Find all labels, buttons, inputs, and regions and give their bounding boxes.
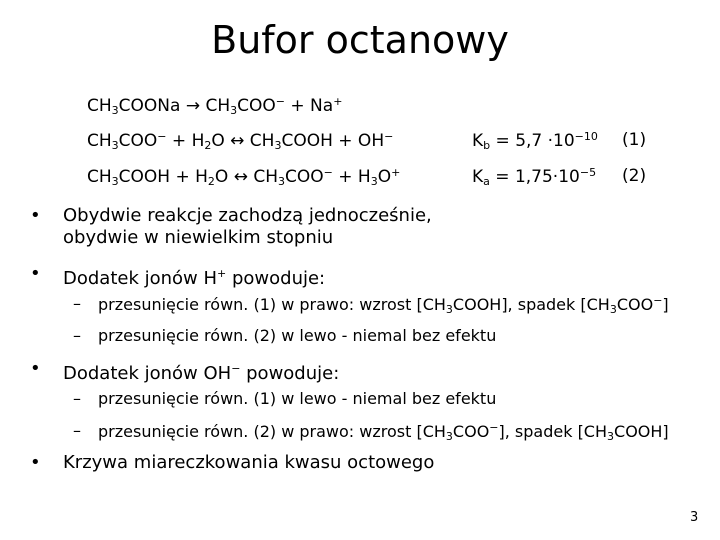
reaction-dissociation: $CH_3COONa \to CH_3COO^- + Na^+$ [87, 95, 343, 117]
ka-constant: $K_a = 1,75\cdot 10^{-5}$ [472, 166, 597, 188]
kb-constant: $K_b = 5,7 \cdot 10^{-10}$ [472, 130, 598, 152]
dash-icon: – [73, 421, 81, 440]
equilibrium-arrow-icon: ↔ [230, 131, 245, 151]
bullet-text-oh-addition: Dodatek jonów OH− powoduje: [63, 362, 340, 384]
bullet-text-titration-curve: Krzywa miareczkowania kwasu octowego [63, 452, 435, 473]
equation-number-1: (1) [622, 130, 647, 150]
bullet-icon: • [30, 205, 41, 226]
sub-item-shift-left-2: przesunięcie równ. (2) w lewo - niemal bez efektu [98, 326, 497, 345]
slide-title: Bufor octanowy [211, 18, 509, 62]
bullet-icon: • [30, 358, 41, 379]
bullet-text-h-addition: Dodatek jonów H+ powoduje: [63, 267, 326, 289]
dash-icon: – [73, 294, 81, 313]
bullet-text-simultaneous: Obydwie reakcje zachodzą jednocześnie, obydwie w niewielkim stopniu [63, 205, 432, 248]
page-number: 3 [690, 510, 699, 525]
bullet-icon: • [30, 452, 41, 473]
dash-icon: – [73, 389, 81, 408]
reaction-dissociation-acid: $CH_3COOH + H_2O$ ↔ $CH_3COO^- + H_3O^+$ [87, 166, 401, 188]
equation-number-2: (2) [622, 166, 647, 186]
right-arrow-icon: → [185, 96, 201, 116]
sub-item-shift-right-2: przesunięcie równ. (2) w prawo: wzrost $[CH_3COO^-]$, spadek $[CH_3COOH]$ [98, 421, 669, 443]
reaction-hydrolysis: $CH_3COO^- + H_2O$ ↔ $CH_3COOH + OH^-$ [87, 130, 394, 152]
dash-icon: – [73, 326, 81, 345]
equilibrium-arrow-icon: ↔ [233, 167, 248, 187]
bullet-icon: • [30, 263, 41, 284]
sub-item-shift-left-1: przesunięcie równ. (1) w lewo - niemal bez efektu [98, 389, 497, 408]
sub-item-shift-right-1: przesunięcie równ. (1) w prawo: wzrost $[CH_3COOH]$, spadek $[CH_3COO^-]$ [98, 294, 669, 316]
